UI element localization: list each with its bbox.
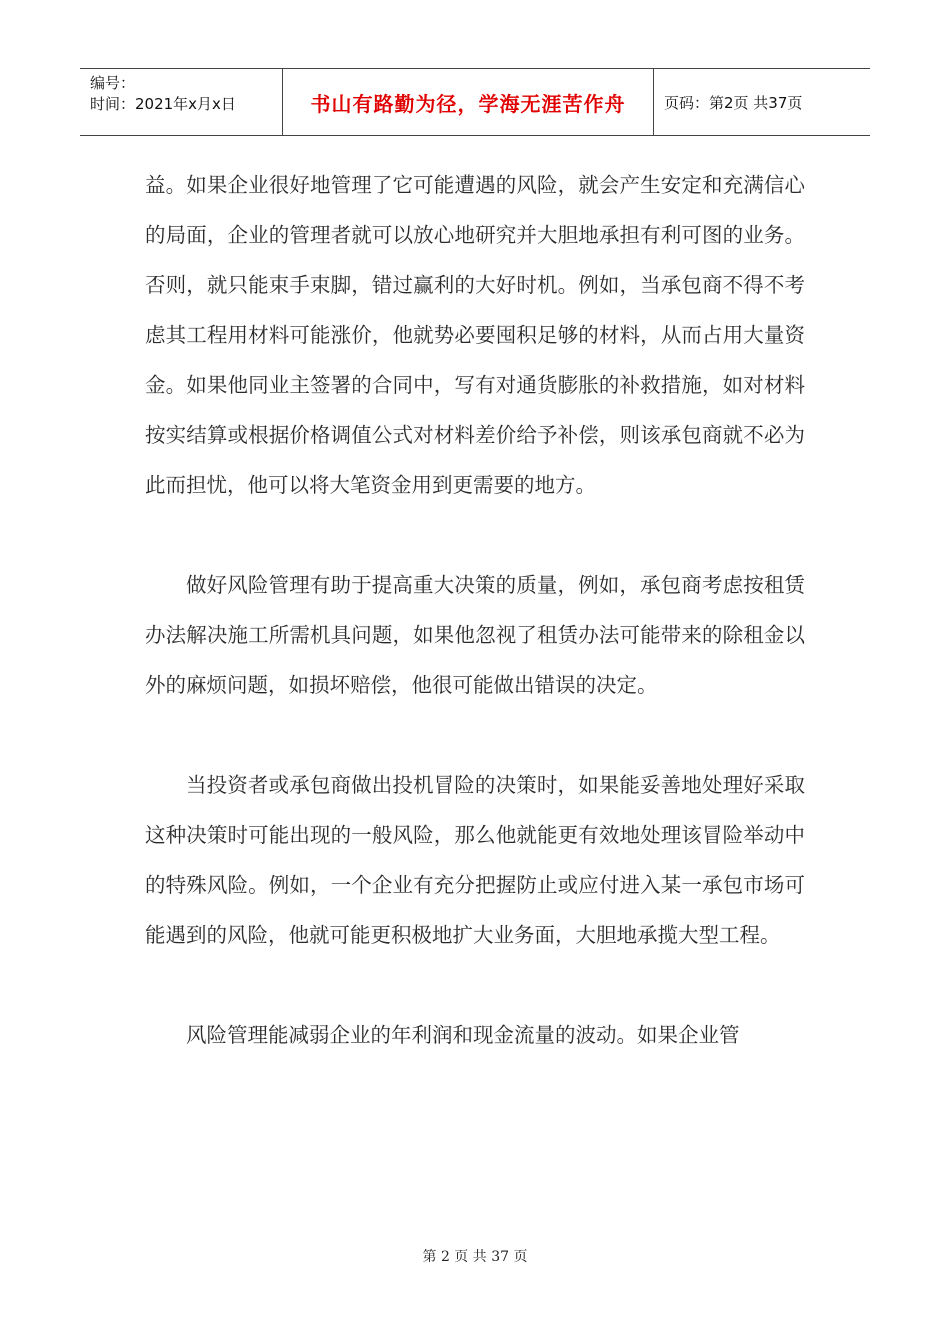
- paragraph-1: 益。如果企业很好地管理了它可能遭遇的风险，就会产生安定和充满信心的局面，企业的管理者就可以放心地研究并大胆地承担有利可图的业务。否则，就只能束手束脚，错过赢利的大好时机。例如，当承包商不得不考虑其工程用材料可能涨价，他就势必要囤积足够的材料，从而占用大量资金。如果他同业主签署的合同中，写有对通货膨胀的补救措施，如对材料按实结算或根据价格调值公式对材料差价给予补偿，则该承包商就不必为此而担忧，他可以将大笔资金用到更需要的地方。: [145, 173, 805, 497]
- header-meta: [80, 69, 282, 135]
- paragraph-spacer: [145, 960, 805, 1010]
- document-date-label: 时间：2021年x月x日: [90, 95, 236, 113]
- paragraph-2: 做好风险管理有助于提高重大决策的质量，例如，承包商考虑按租赁办法解决施工所需机具问题，如果他忽视了租赁办法可能带来的除租金以外的麻烦问题，如损坏赔偿，他很可能做出错误的决定。: [145, 573, 805, 697]
- paragraph-4: 风险管理能减弱企业的年利润和现金流量的波动。如果企业管: [186, 1023, 740, 1047]
- paragraph-3: 当投资者或承包商做出投机冒险的决策时，如果能妥善地处理好采取这种决策时可能出现的一般风险，那么他就能更有效地处理该冒险举动中的特殊风险。例如，一个企业有充分把握防止或应付进入某一承包市场可能遇到的风险，他就可能更积极地扩大业务面，大胆地承揽大型工程。: [145, 773, 805, 947]
- header-motto: 书山有路勤为径，学海无涯苦作舟: [282, 69, 654, 135]
- page-header: [80, 68, 870, 136]
- header-page-info: 页码：第2页 共37页: [664, 93, 803, 112]
- paragraph-spacer: [145, 510, 805, 560]
- document-body: [145, 160, 805, 1060]
- paragraph-spacer: [145, 710, 805, 760]
- page-footer: 第 2 页 共 37 页: [422, 1249, 528, 1265]
- document-number-label: 编号：: [90, 74, 136, 92]
